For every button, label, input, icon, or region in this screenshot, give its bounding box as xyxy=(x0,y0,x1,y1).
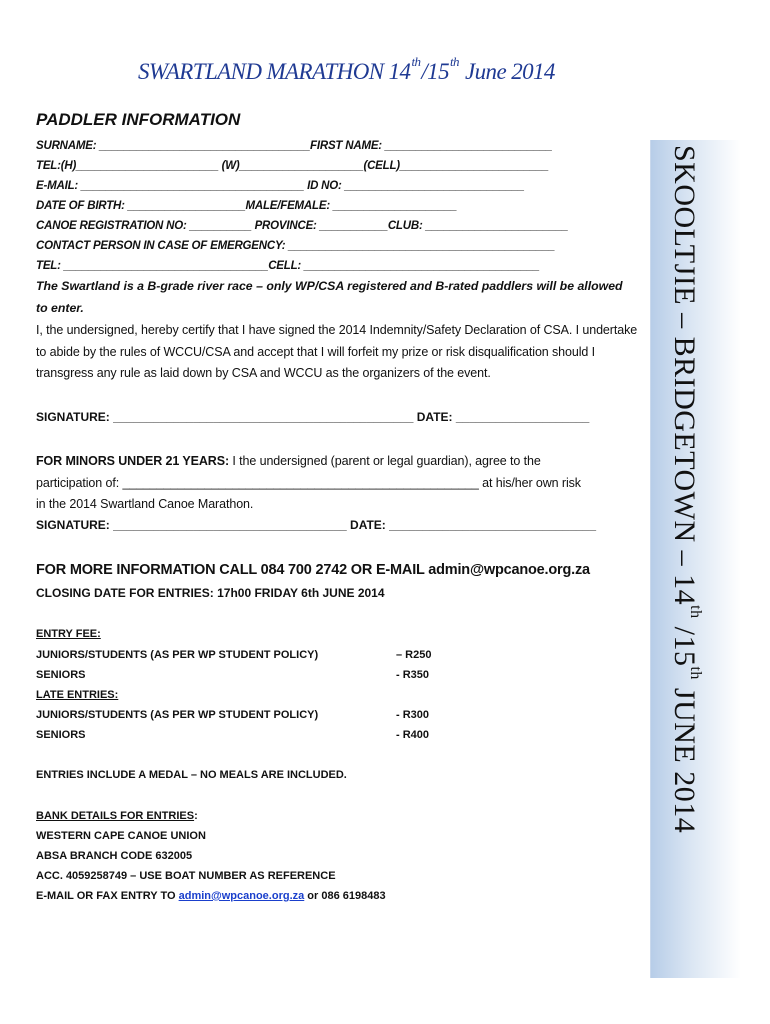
minors-text-3: in the 2014 Swartland Canoe Marathon. xyxy=(36,497,254,511)
document-title: SWARTLAND MARATHON 14th/15th June 2014 xyxy=(138,54,555,84)
emergency-tel-field[interactable]: TEL: _________________________________CELL: ______________________________________ xyxy=(36,260,540,272)
minors-paragraph xyxy=(36,451,646,516)
dob-gender-field[interactable]: DATE OF BIRTH: ___________________MALE/FEMALE: ____________________ xyxy=(36,200,457,212)
minors-label: FOR MINORS UNDER 21 YEARS: xyxy=(36,454,230,468)
bank-line: ABSA BRANCH CODE 632005 xyxy=(36,850,193,862)
bank-heading: BANK DETAILS FOR ENTRIES: xyxy=(36,810,198,822)
bank-heading-text: BANK DETAILS FOR ENTRIES xyxy=(36,810,195,822)
bank-line: ACC. 4059258749 – USE BOAT NUMBER AS REFERENCE xyxy=(36,870,336,882)
entries-note: ENTRIES INCLUDE A MEDAL – NO MEALS ARE INCLUDED. xyxy=(36,769,347,781)
sidebar-route-text: SKOOLTJIE – BRIDGETOWN – 14th /15th JUNE 2014 xyxy=(668,145,704,834)
minors-participation-field[interactable]: participation of: ____________________________________________________ at his/her own risk xyxy=(36,475,581,490)
minors-text-1: I the undersigned (parent or legal guardian), agree to the xyxy=(229,454,541,468)
email-id-field[interactable]: E-MAIL: ____________________________________ ID NO: _____________________________ xyxy=(36,180,525,192)
email-fax-line: E-MAIL OR FAX ENTRY TO admin@wpcanoe.org.za or 086 6198483 xyxy=(36,890,386,902)
late-fee-row-amount: - R300 xyxy=(396,709,430,721)
guardian-signature-line[interactable]: SIGNATURE: ___________________________________ DATE: _______________________________ xyxy=(36,518,597,532)
fee-row-amount: - R350 xyxy=(396,669,430,681)
emergency-contact-field[interactable]: CONTACT PERSON IN CASE OF EMERGENCY: ___________________________________________ xyxy=(36,240,555,252)
surname-firstname-field[interactable]: SURNAME: __________________________________FIRST NAME: ___________________________ xyxy=(36,140,553,152)
bank-line: WESTERN CAPE CANOE UNION xyxy=(36,830,206,842)
fee-row-amount: – R250 xyxy=(396,649,432,661)
late-fee-row-label: JUNIORS/STUDENTS (AS PER WP STUDENT POLICY) xyxy=(36,709,319,721)
late-fee-row-amount: - R400 xyxy=(396,729,430,741)
email-link[interactable]: admin@wpcanoe.org.za xyxy=(178,890,305,902)
signature-line[interactable]: SIGNATURE: _____________________________________________ DATE: ____________________ xyxy=(36,410,590,424)
more-info-text: FOR MORE INFORMATION CALL 084 700 2742 OR E-MAIL admin@wpcanoe.org.za xyxy=(36,562,590,578)
canoe-registration-field[interactable]: CANOE REGISTRATION NO: __________ PROVINCE: ___________CLUB: _______________________ xyxy=(36,220,569,232)
late-fee-row-label: SENIORS xyxy=(36,729,86,741)
late-entries-heading: LATE ENTRIES: xyxy=(36,689,119,701)
closing-date: CLOSING DATE FOR ENTRIES: 17h00 FRIDAY 6th JUNE 2014 xyxy=(36,586,385,600)
entry-fee-heading: ENTRY FEE: xyxy=(36,628,101,640)
fee-row-label: JUNIORS/STUDENTS (AS PER WP STUDENT POLICY) xyxy=(36,649,319,661)
telephone-field[interactable]: TEL:(H)_______________________ (W)____________________(CELL)________________________ xyxy=(36,160,549,172)
fee-row-label: SENIORS xyxy=(36,669,86,681)
declaration-text: I, the undersigned, hereby certify that I have signed the 2014 Indemnity/Safety Declaration of CSA. I undertake to abide by the rules of WCCU/CSA and accept that I will forfeit my prize or risk disqualification should I transgress any rule as laid down by CSA and WCCU as the organizers of the event. xyxy=(36,323,638,380)
race-statement: The Swartland is a B-grade river race – only WP/CSA registered and B-rated paddlers will be allowed to enter. xyxy=(36,279,623,315)
section-heading: PADDLER INFORMATION xyxy=(36,110,241,129)
